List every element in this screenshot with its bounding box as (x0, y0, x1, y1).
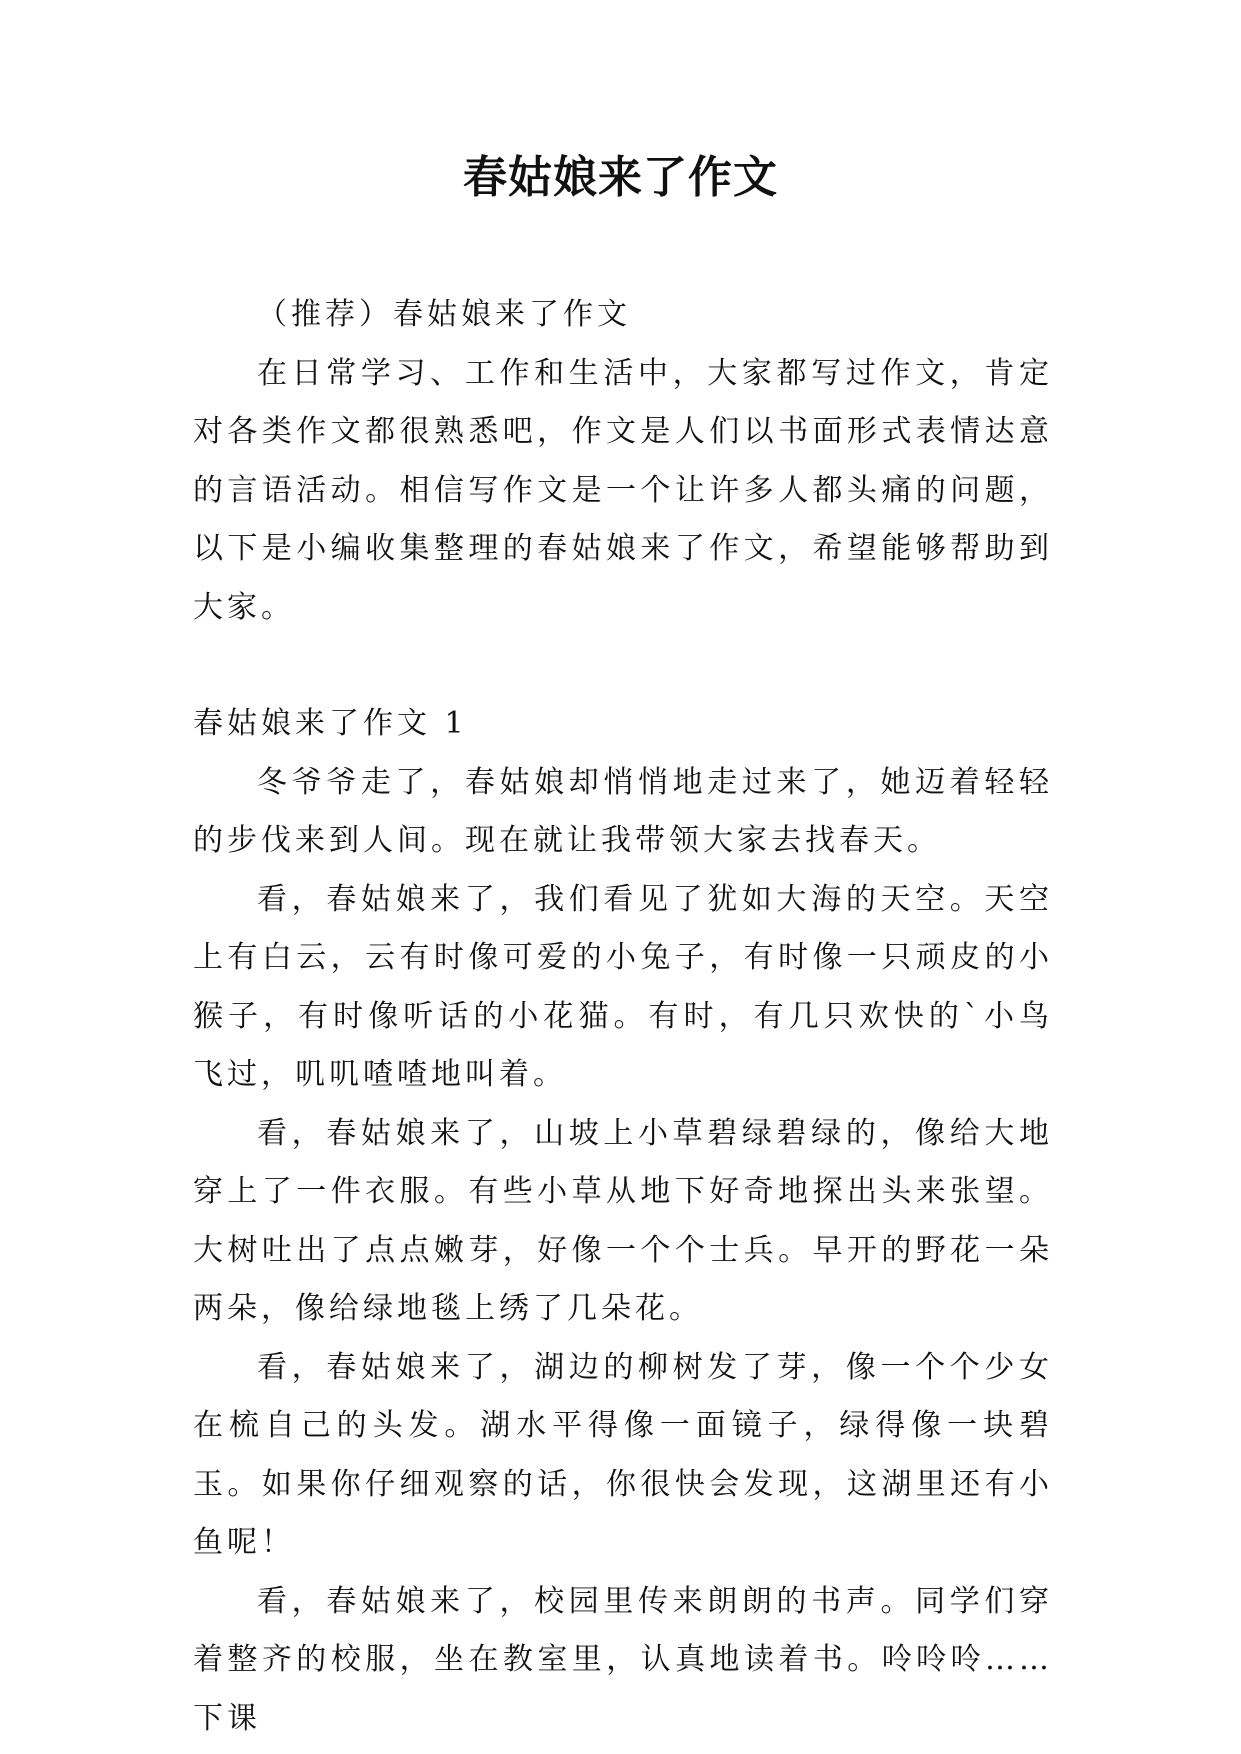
intro-heading: （推荐）春姑娘来了作文 (257, 297, 631, 332)
essay-paragraph-5: 看，春姑娘来了，校园里传来朗朗的书声。同学们穿着整齐的校服，坐在教室里，认真地读着书。呤呤呤……下课 (193, 1583, 1053, 1736)
essay-paragraph-3: 看，春姑娘来了，山坡上小草碧绿碧绿的，像给大地穿上了一件衣服。有些小草从地下好奇地探出头来张望。大树吐出了点点嫩芽，好像一个个士兵。早开的野花一朵两朵，像给绿地毯上绣了几朵花。 (193, 1115, 1053, 1326)
essay-paragraph-1: 冬爷爷走了，春姑娘却悄悄地走过来了，她迈着轻轻的步伐来到人间。现在就让我带领大家去找春天。 (193, 764, 1053, 858)
document-title: 春姑娘来了作文 (463, 152, 778, 203)
intro-paragraph: 在日常学习、工作和生活中，大家都写过作文，肯定对各类作文都很熟悉吧，作文是人们以书面形式表情达意的言语活动。相信写作文是一个让许多人都头痛的问题，以下是小编收集整理的春姑娘来了作文，希望能够帮助到大家。 (193, 355, 1053, 625)
section-heading: 春姑娘来了作文 1 (193, 706, 468, 741)
essay-paragraph-2: 看，春姑娘来了，我们看见了犹如大海的天空。天空上有白云，云有时像可爱的小兔子，有时像一只顽皮的小猴子，有时像听话的小花猫。有时，有几只欢快的`小鸟飞过，叽叽喳喳地叫着。 (193, 881, 1053, 1092)
paragraph-spacer (193, 637, 1053, 695)
document-body (193, 286, 1053, 1748)
essay-paragraph-4: 看，春姑娘来了，湖边的柳树发了芽，像一个个少女在梳自己的头发。湖水平得像一面镜子，绿得像一块碧玉。如果你仔细观察的话，你很快会发现，这湖里还有小鱼呢！ (193, 1349, 1053, 1560)
